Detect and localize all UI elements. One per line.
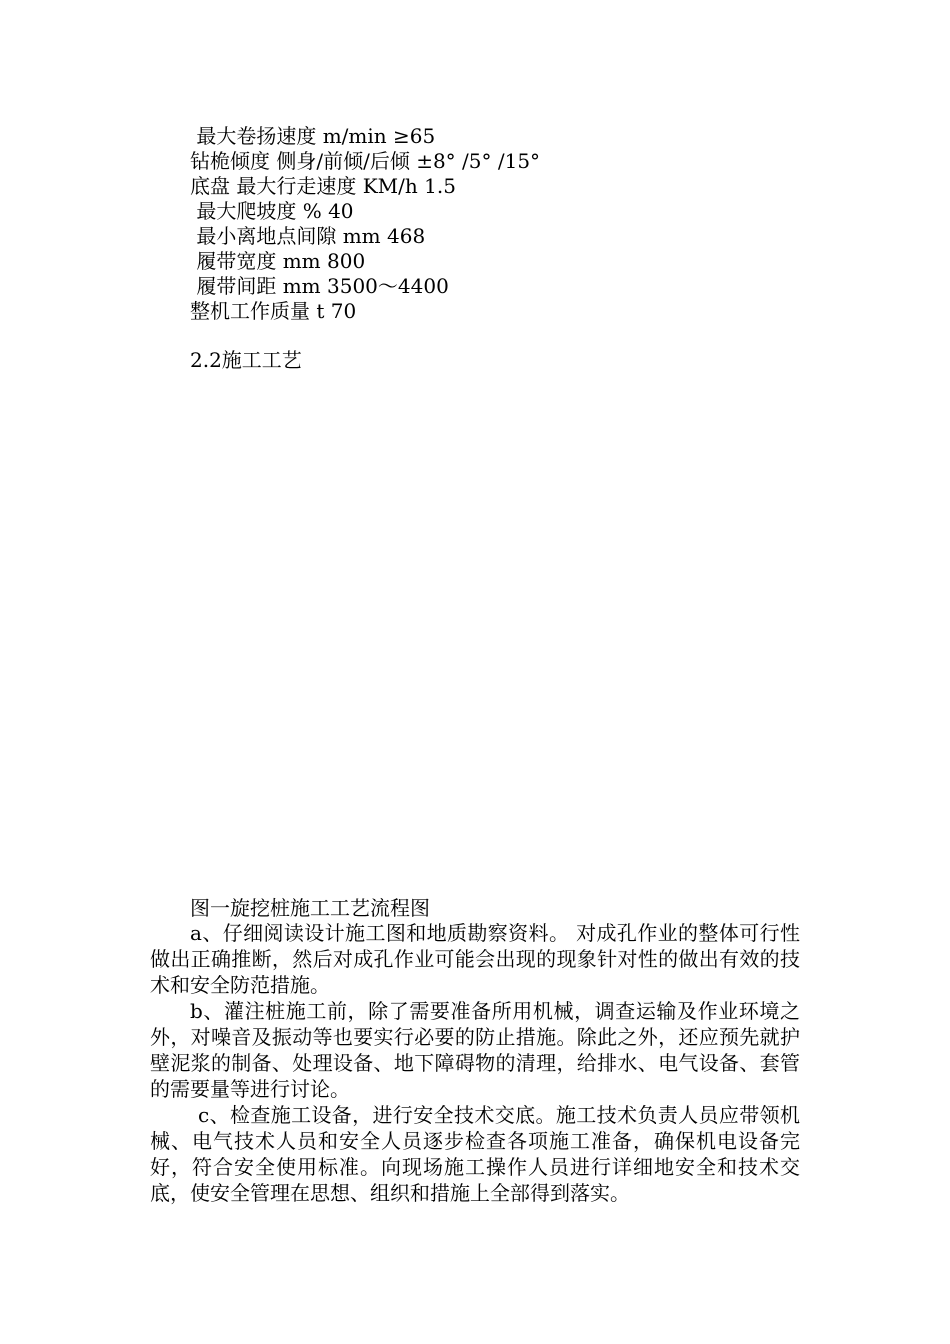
section-heading: 2.2施工工艺 — [190, 348, 302, 372]
paragraph-a: a、仔细阅读设计施工图和地质勘察资料。 对成孔作业的整体可行性做出正确推断，然后对成孔作业可能会出现的现象针对性的做出有效的技术和安全防范措施。 — [150, 921, 800, 997]
body-text — [150, 920, 800, 1206]
spec-line-mast-tilt: 钻桅倾度 侧身/前倾/后倾 ±8° /5° /15° — [190, 149, 541, 173]
paragraph-b: b、灌注桩施工前，除了需要准备所用机械，调查运输及作业环境之外，对噪音及振动等也要实行必要的防止措施。除此之外，还应预先就护壁泥浆的制备、处理设备、地下障碍物的清理，给排水、电气设备、套管的需要量等进行讨论。 — [150, 999, 800, 1101]
spec-line-max-winch-speed: 最大卷扬速度 m/min ≥65 — [190, 124, 436, 148]
spec-line-chassis-travel-speed: 底盘 最大行走速度 KM/h 1.5 — [190, 174, 456, 198]
spec-line-max-gradeability: 最大爬坡度 % 40 — [190, 199, 354, 223]
figure-caption: 图一旋挖桩施工工艺流程图 — [190, 896, 430, 920]
spec-line-operating-weight: 整机工作质量 t 70 — [190, 299, 357, 323]
spec-line-ground-clearance: 最小离地点间隙 mm 468 — [190, 224, 426, 248]
spec-line-track-width: 履带宽度 mm 800 — [190, 249, 366, 273]
paragraph-c: c、检查施工设备，进行安全技术交底。施工技术负责人员应带领机械、电气技术人员和安全人员逐步检查各项施工准备，确保机电设备完好，符合安全使用标准。向现场施工操作人员进行详细地安全和技术交底，使安全管理在思想、组织和措施上全部得到落实。 — [150, 1103, 800, 1205]
spec-line-track-gauge: 履带间距 mm 3500～4400 — [190, 274, 449, 298]
